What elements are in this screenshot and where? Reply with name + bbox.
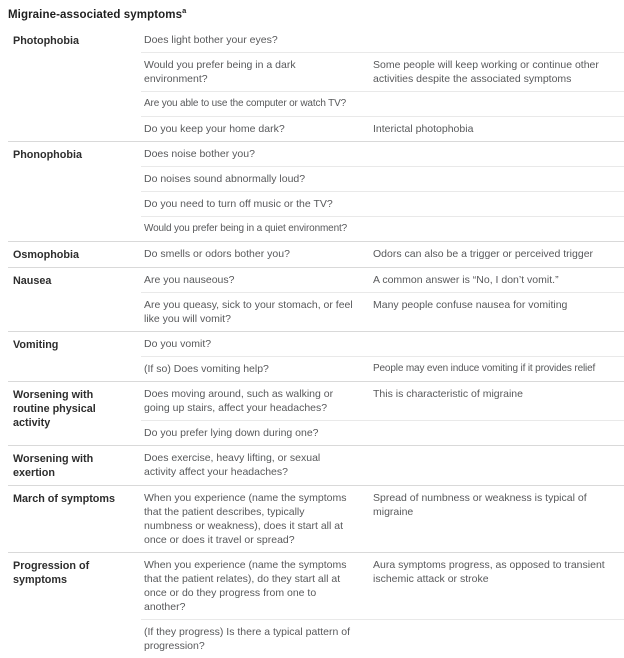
symptom-row <box>141 142 624 166</box>
symptom-row <box>141 166 624 191</box>
question-text: When you experience (name the symptoms that the patient relates), do they start all at once or do they progress from one to another? <box>144 558 347 613</box>
question-text: Do you prefer lying down during one? <box>144 426 319 439</box>
question-text: Do smells or odors bother you? <box>144 247 290 260</box>
note-text <box>363 142 624 152</box>
question-text: (If so) Does vomiting help? <box>144 362 269 375</box>
note-text: A common answer is “No, I don’t vomit.” <box>373 273 559 286</box>
note-text: People may even induce vomiting if it provides relief <box>373 362 596 374</box>
note-text: Some people will keep working or continue other activities despite the associated symptoms <box>373 58 599 85</box>
note-text <box>363 332 624 342</box>
symptom-row <box>141 382 624 420</box>
symptom-name: Worsening with exertion <box>13 452 94 479</box>
question-text: Do you keep your home dark? <box>144 122 285 135</box>
symptom-section-phonophobia <box>8 141 624 241</box>
note-text <box>363 167 624 177</box>
note-text: Spread of numbness or weakness is typical of migraine <box>373 491 587 518</box>
question-text: Would you prefer being in a dark environment? <box>144 58 296 85</box>
symptom-row <box>141 619 624 658</box>
page-title-text: Migraine-associated symptoms <box>8 8 183 21</box>
symptom-row <box>141 356 624 381</box>
symptom-section-vomiting <box>8 331 624 381</box>
question-text: Do you need to turn off music or the TV? <box>144 197 333 210</box>
note-text <box>363 421 624 431</box>
note-text: This is characteristic of migraine <box>373 387 523 400</box>
symptom-row <box>141 52 624 91</box>
question-text: Does moving around, such as walking or going up stairs, affect your headaches? <box>144 387 334 414</box>
symptom-name: Photophobia <box>13 34 79 47</box>
symptom-section-progression-of-symptoms <box>8 552 624 658</box>
symptom-name: Nausea <box>13 274 52 287</box>
note-text <box>363 446 624 456</box>
symptom-row <box>141 242 624 266</box>
symptom-name: Osmophobia <box>13 248 79 261</box>
symptom-row <box>141 332 624 356</box>
question-text: Does exercise, heavy lifting, or sexual activity affect your headaches? <box>144 451 321 478</box>
symptom-name: March of symptoms <box>13 492 115 505</box>
symptom-row <box>141 116 624 141</box>
symptom-row <box>141 292 624 331</box>
question-text: Are you nauseous? <box>144 273 235 286</box>
question-text: When you experience (name the symptoms that the patient describes, typically numbness or weakness), does it start all at once or does it travel or spread? <box>144 491 347 546</box>
symptom-section-photophobia <box>8 28 624 141</box>
symptom-section-worsening-exertion <box>8 445 624 485</box>
symptom-name: Worsening with routine physical activity <box>13 388 96 429</box>
question-text: Are you able to use the computer or watch TV? <box>144 97 347 109</box>
note-text <box>363 217 624 227</box>
question-text: Would you prefer being in a quiet environment? <box>144 222 348 234</box>
note-text <box>363 620 624 630</box>
symptom-row <box>141 486 624 552</box>
note-text: Interictal photophobia <box>373 122 474 135</box>
question-text: Does light bother your eyes? <box>144 33 278 46</box>
symptom-row <box>141 420 624 445</box>
symptom-name: Progression of symptoms <box>13 559 90 586</box>
page-title <box>8 4 624 28</box>
note-text <box>363 28 624 38</box>
note-text: Odors can also be a trigger or perceived trigger <box>373 247 594 260</box>
note-text <box>363 192 624 202</box>
symptom-name: Phonophobia <box>13 148 82 161</box>
symptom-row <box>141 191 624 216</box>
symptom-row <box>141 91 624 116</box>
question-text: Do noises sound abnormally loud? <box>144 172 306 185</box>
question-text: Are you queasy, sick to your stomach, or feel like you will vomit? <box>144 298 353 325</box>
question-text: (If they progress) Is there a typical pattern of progression? <box>144 625 351 652</box>
symptom-row <box>141 268 624 292</box>
symptom-row <box>141 216 624 241</box>
symptoms-table <box>8 28 624 658</box>
symptom-section-worsening-routine-activity <box>8 381 624 445</box>
symptom-name: Vomiting <box>13 338 59 351</box>
title-footnote-marker: a <box>182 6 187 15</box>
symptom-section-osmophobia <box>8 241 624 267</box>
symptom-section-march-of-symptoms <box>8 485 624 552</box>
symptom-row <box>141 28 624 52</box>
symptom-row <box>141 446 624 484</box>
note-text: Many people confuse nausea for vomiting <box>373 298 568 311</box>
symptom-section-nausea <box>8 267 624 331</box>
question-text: Does noise bother you? <box>144 147 255 160</box>
note-text: Aura symptoms progress, as opposed to transient ischemic attack or stroke <box>373 558 605 585</box>
question-text: Do you vomit? <box>144 337 212 350</box>
note-text <box>363 92 624 102</box>
symptom-row <box>141 553 624 619</box>
